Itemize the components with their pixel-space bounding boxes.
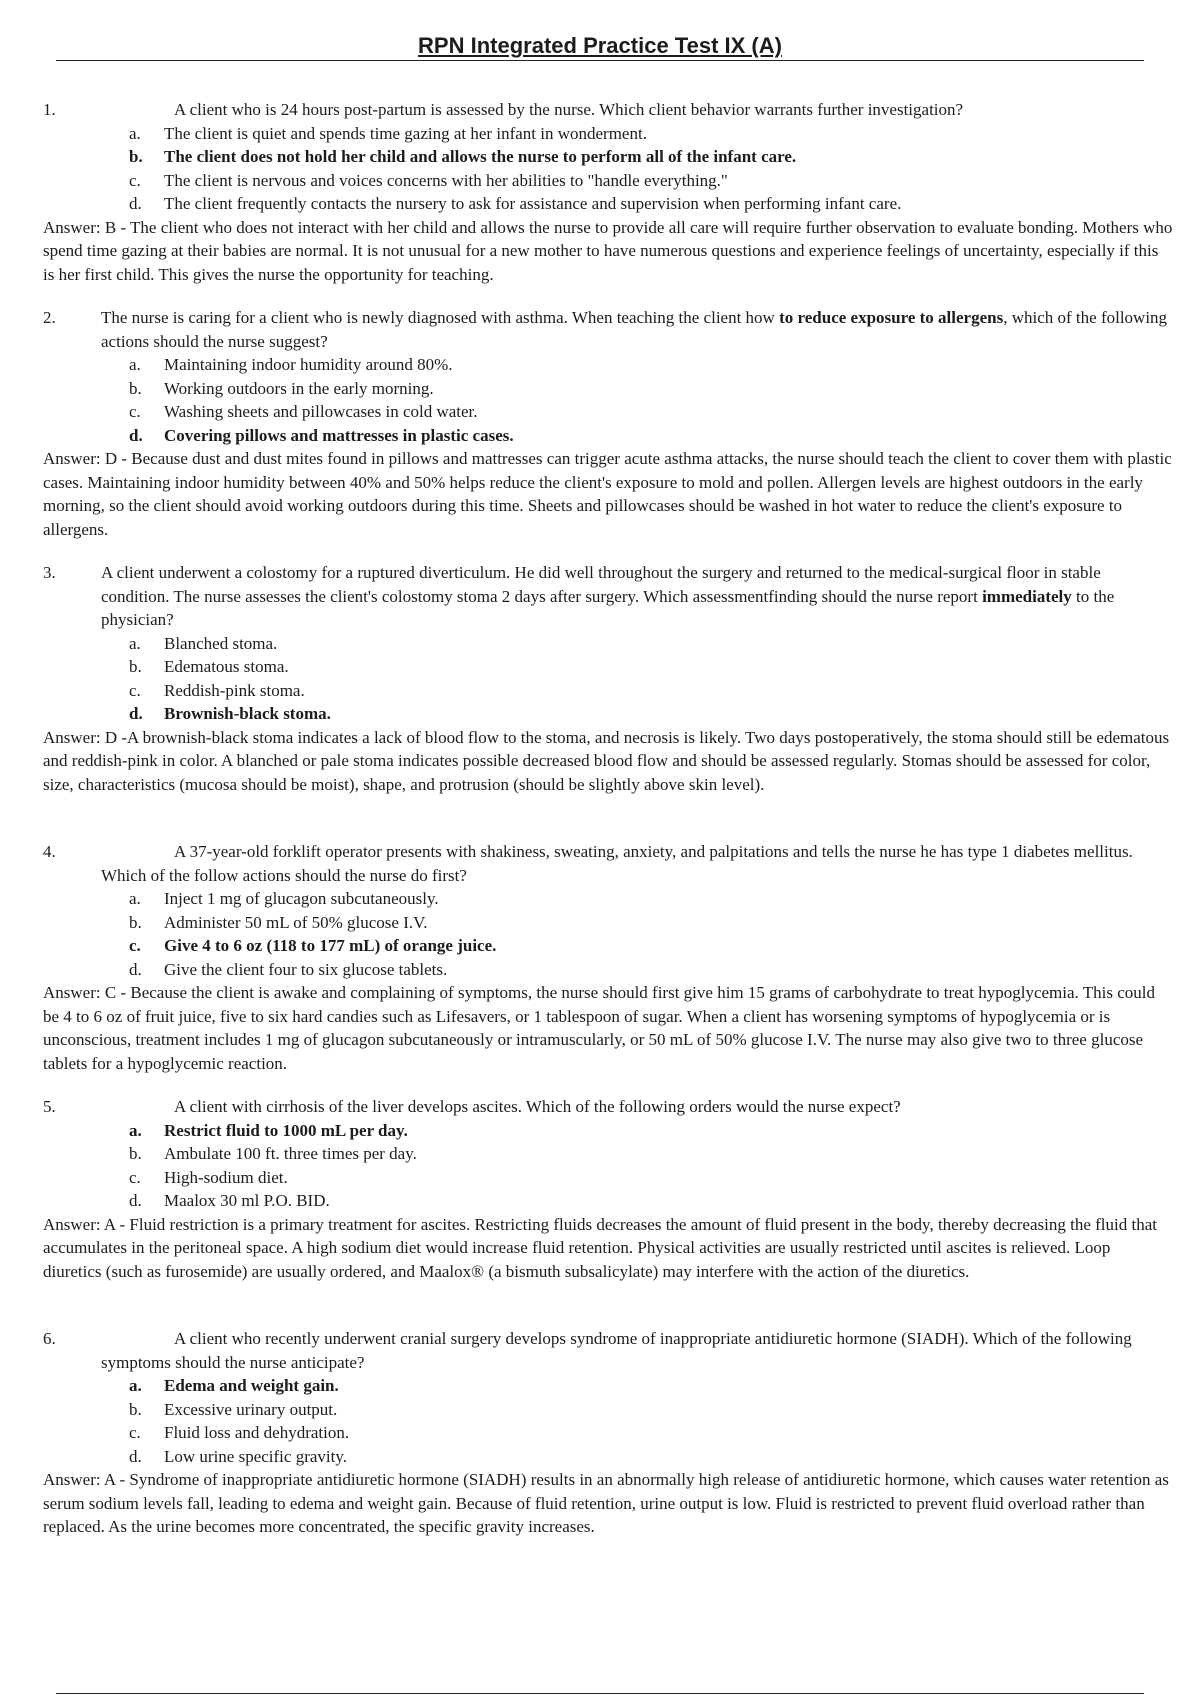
question-header <box>43 98 1173 122</box>
option-text: Reddish-pink stoma. <box>164 680 305 700</box>
option-c <box>43 1166 1173 1190</box>
option-b <box>43 1398 1173 1422</box>
option-letter: b. <box>129 378 142 398</box>
option-letter: c. <box>129 1167 141 1187</box>
option-b <box>43 655 1173 679</box>
option-letter: c. <box>129 402 141 421</box>
option-letter: b. <box>129 657 142 676</box>
option-a <box>43 122 1173 146</box>
option-letter: a. <box>129 889 141 908</box>
answer-explanation: Answer: D -A brownish-black stoma indicates a lack of blood flow to the stoma, and necrosis is likely. Two days postoperatively, the stoma should still be edematous and reddish-pink in color. A blanched or pale stoma indicates possible decreased blood flow and should be assessed regularly. Stomas should be assessed for color, size, characteristics (mucosa should be moist), shape, and protrusion (should be slightly above skin level). <box>43 727 1170 794</box>
option-text: Administer 50 mL of 50% glucose I.V. <box>164 912 428 932</box>
stem-emphasis: immediately <box>982 586 1072 606</box>
stem-text: A client who is 24 hours post-partum is assessed by the nurse. Which client behavior warrants further investigation? <box>174 100 964 119</box>
option-text: High-sodium diet. <box>164 1167 288 1187</box>
option-text: Inject 1 mg of glucagon subcutaneously. <box>164 889 439 908</box>
question-number: 5. <box>43 1097 56 1116</box>
option-list <box>43 1119 1173 1213</box>
question-stem <box>43 98 1173 122</box>
option-letter: a. <box>129 633 141 653</box>
question-stem <box>43 561 1173 632</box>
option-a <box>43 887 1173 911</box>
option-text: Ambulate 100 ft. three times per day. <box>164 1144 417 1163</box>
option-text: The client does not hold her child and allows the nurse to perform all of the infant care. <box>164 147 797 166</box>
option-c <box>43 169 1173 193</box>
option-text: The client is nervous and voices concerns with her abilities to "handle everything." <box>164 170 728 190</box>
question-header <box>43 1095 1173 1119</box>
option-b <box>43 377 1173 401</box>
option-list <box>43 122 1173 216</box>
answer-explanation: Answer: B - The client who does not interact with her child and allows the nurse to provide all care will require further observation to evaluate bonding. Mothers who spend time gazing at their babies are normal. It is not unusual for a new mother to have numerous questions and experience feelings of uncertainty, especially if this is her first child. This gives the nurse the opportunity for teaching. <box>43 217 1173 284</box>
question-number: 6. <box>43 1329 56 1348</box>
stem-text: to the physician? <box>101 586 1115 629</box>
option-letter: a. <box>129 123 141 143</box>
option-text: The client is quiet and spends time gazing at her infant in wonderment. <box>164 123 647 143</box>
stem-text: The nurse is caring for a client who is newly diagnosed with asthma. When teaching the client how <box>101 308 780 327</box>
option-letter: d. <box>129 1446 142 1466</box>
stem-text: A client underwent a colostomy for a ruptured diverticulum. He did well throughout the surgery and returned to the medical-surgical floor in stable condition. The nurse assesses the client's colostomy stoma 2 days after surgery. Which assessmentfinding should the nurse report <box>101 563 1101 606</box>
question-header <box>43 1327 1173 1374</box>
stem-text: , which of the following actions should the nurse suggest? <box>101 308 1168 351</box>
option-letter: b. <box>129 1399 142 1419</box>
option-text: Restrict fluid to 1000 mL per day. <box>164 1120 408 1140</box>
option-text: Give the client four to six glucose tablets. <box>164 959 448 979</box>
stem-emphasis: to reduce exposure to allergens <box>779 308 1004 327</box>
question-header <box>43 840 1173 887</box>
option-letter: d. <box>129 194 142 213</box>
option-a-correct <box>43 1374 1173 1398</box>
option-b-correct <box>43 145 1173 169</box>
option-text: The client frequently contacts the nursery to ask for assistance and supervision when performing infant care. <box>164 194 902 213</box>
option-b <box>43 1142 1173 1166</box>
question-5 <box>43 1095 1173 1283</box>
option-letter: c. <box>129 170 141 190</box>
option-text: Maalox 30 ml P.O. BID. <box>164 1191 330 1210</box>
answer-explanation: Answer: A - Fluid restriction is a primary treatment for ascites. Restricting fluids decreases the amount of fluid present in the body, thereby decreasing the fluid that accumulates in the peritoneal space. A high sodium diet would increase fluid retention. Physical activities are usually restricted until ascites is relieved. Loop diuretics (such as furosemide) are usually ordered, and Maalox® (a bismuth subsalicylate) may interfere with the action of the diuretics. <box>43 1214 1157 1281</box>
option-text: Give 4 to 6 oz (118 to 177 mL) of orange juice. <box>164 936 497 955</box>
option-text: Fluid loss and dehydration. <box>164 1423 350 1442</box>
option-letter: d. <box>129 425 143 445</box>
option-c <box>43 679 1173 703</box>
question-number: 4. <box>43 842 56 861</box>
option-b <box>43 911 1173 935</box>
question-number: 3. <box>43 563 56 582</box>
question-header <box>43 561 1173 632</box>
option-text: Low urine specific gravity. <box>164 1446 347 1466</box>
question-4 <box>43 840 1173 1075</box>
question-3 <box>43 561 1173 796</box>
page-title: RPN Integrated Practice Test IX (A) <box>56 34 1144 61</box>
option-list <box>43 632 1173 726</box>
option-letter: c. <box>129 680 141 700</box>
option-text: Covering pillows and mattresses in plastic cases. <box>164 425 514 445</box>
option-letter: a. <box>129 355 141 374</box>
question-2 <box>43 306 1173 541</box>
option-text: Brownish-black stoma. <box>164 704 331 723</box>
option-d-correct <box>43 702 1173 726</box>
option-letter: b. <box>129 1144 142 1163</box>
stem-text: A client who recently underwent cranial surgery develops syndrome of inappropriate antidiuretic hormone (SIADH). Which of the following symptoms should the nurse anticipate? <box>101 1329 1132 1372</box>
option-a <box>43 632 1173 656</box>
option-d-correct <box>43 424 1173 448</box>
answer-explanation: Answer: A - Syndrome of inappropriate antidiuretic hormone (SIADH) results in an abnormally high release of antidiuretic hormone, which causes water retention as serum sodium levels fall, leading to edema and weight gain. Because of fluid retention, urine output is low. Fluid is restricted to prevent fluid overload rather than replaced. As the urine becomes more concentrated, the specific gravity increases. <box>43 1470 1169 1536</box>
option-letter: c. <box>129 936 141 955</box>
option-c-correct <box>43 934 1173 958</box>
option-text: Washing sheets and pillowcases in cold water. <box>164 402 478 421</box>
option-letter: c. <box>129 1423 141 1442</box>
option-letter: a. <box>129 1120 142 1140</box>
footer-rule <box>56 1693 1144 1694</box>
question-stem <box>43 840 1173 887</box>
answer-explanation: Answer: C - Because the client is awake and complaining of symptoms, the nurse should first give him 15 grams of carbohydrate to treat hypoglycemia. This could be 4 to 6 oz of fruit juice, five to six hard candies such as Lifesavers, or 1 tablespoon of sugar. When a client has worsening symptoms of hypoglycemia or is unconscious, treatment includes 1 mg of glucagon subcutaneously or intramuscularly, or 50 mL of 50% glucose I.V. The nurse may also give two to three glucose tablets for a hypoglycemic reaction. <box>43 983 1155 1073</box>
answer-explanation: Answer: D - Because dust and dust mites found in pillows and mattresses can trigger acute asthma attacks, the nurse should teach the client to cover them with plastic cases. Maintaining indoor humidity between 40% and 50% helps reduce the client's exposure to mold and pollen. Allergen levels are highest outdoors in the early morning, so the client should avoid working outdoors during this time. Sheets and pillowcases should be washed in hot water to reduce the client's exposure to allergens. <box>43 449 1172 539</box>
question-stem <box>43 306 1173 353</box>
option-text: Edematous stoma. <box>164 657 289 676</box>
option-letter: d. <box>129 704 143 723</box>
option-a <box>43 353 1173 377</box>
option-a-correct <box>43 1119 1173 1143</box>
option-text: Working outdoors in the early morning. <box>164 378 434 398</box>
option-text: Maintaining indoor humidity around 80%. <box>164 355 453 374</box>
option-text: Excessive urinary output. <box>164 1399 338 1419</box>
question-stem <box>43 1327 1173 1374</box>
option-d <box>43 1189 1173 1213</box>
option-d <box>43 192 1173 216</box>
question-1 <box>43 98 1173 286</box>
option-list <box>43 353 1173 447</box>
option-text: Edema and weight gain. <box>164 1376 339 1395</box>
stem-text: A 37-year-old forklift operator presents with shakiness, sweating, anxiety, and palpitations and tells the nurse he has type 1 diabetes mellitus. Which of the follow actions should the nurse do first? <box>101 842 1133 885</box>
question-stem <box>43 1095 1173 1119</box>
option-letter: d. <box>129 1191 142 1210</box>
option-c <box>43 1421 1173 1445</box>
option-d <box>43 958 1173 982</box>
question-number: 1. <box>43 100 56 119</box>
option-letter: d. <box>129 959 142 979</box>
question-number: 2. <box>43 308 56 327</box>
option-letter: b. <box>129 912 142 932</box>
question-6 <box>43 1327 1173 1539</box>
stem-text: A client with cirrhosis of the liver develops ascites. Which of the following orders would the nurse expect? <box>174 1097 901 1116</box>
option-list <box>43 887 1173 981</box>
option-letter: a. <box>129 1376 142 1395</box>
option-list <box>43 1374 1173 1468</box>
question-header <box>43 306 1173 353</box>
option-c <box>43 400 1173 424</box>
option-text: Blanched stoma. <box>164 633 278 653</box>
option-d <box>43 1445 1173 1469</box>
option-letter: b. <box>129 147 143 166</box>
